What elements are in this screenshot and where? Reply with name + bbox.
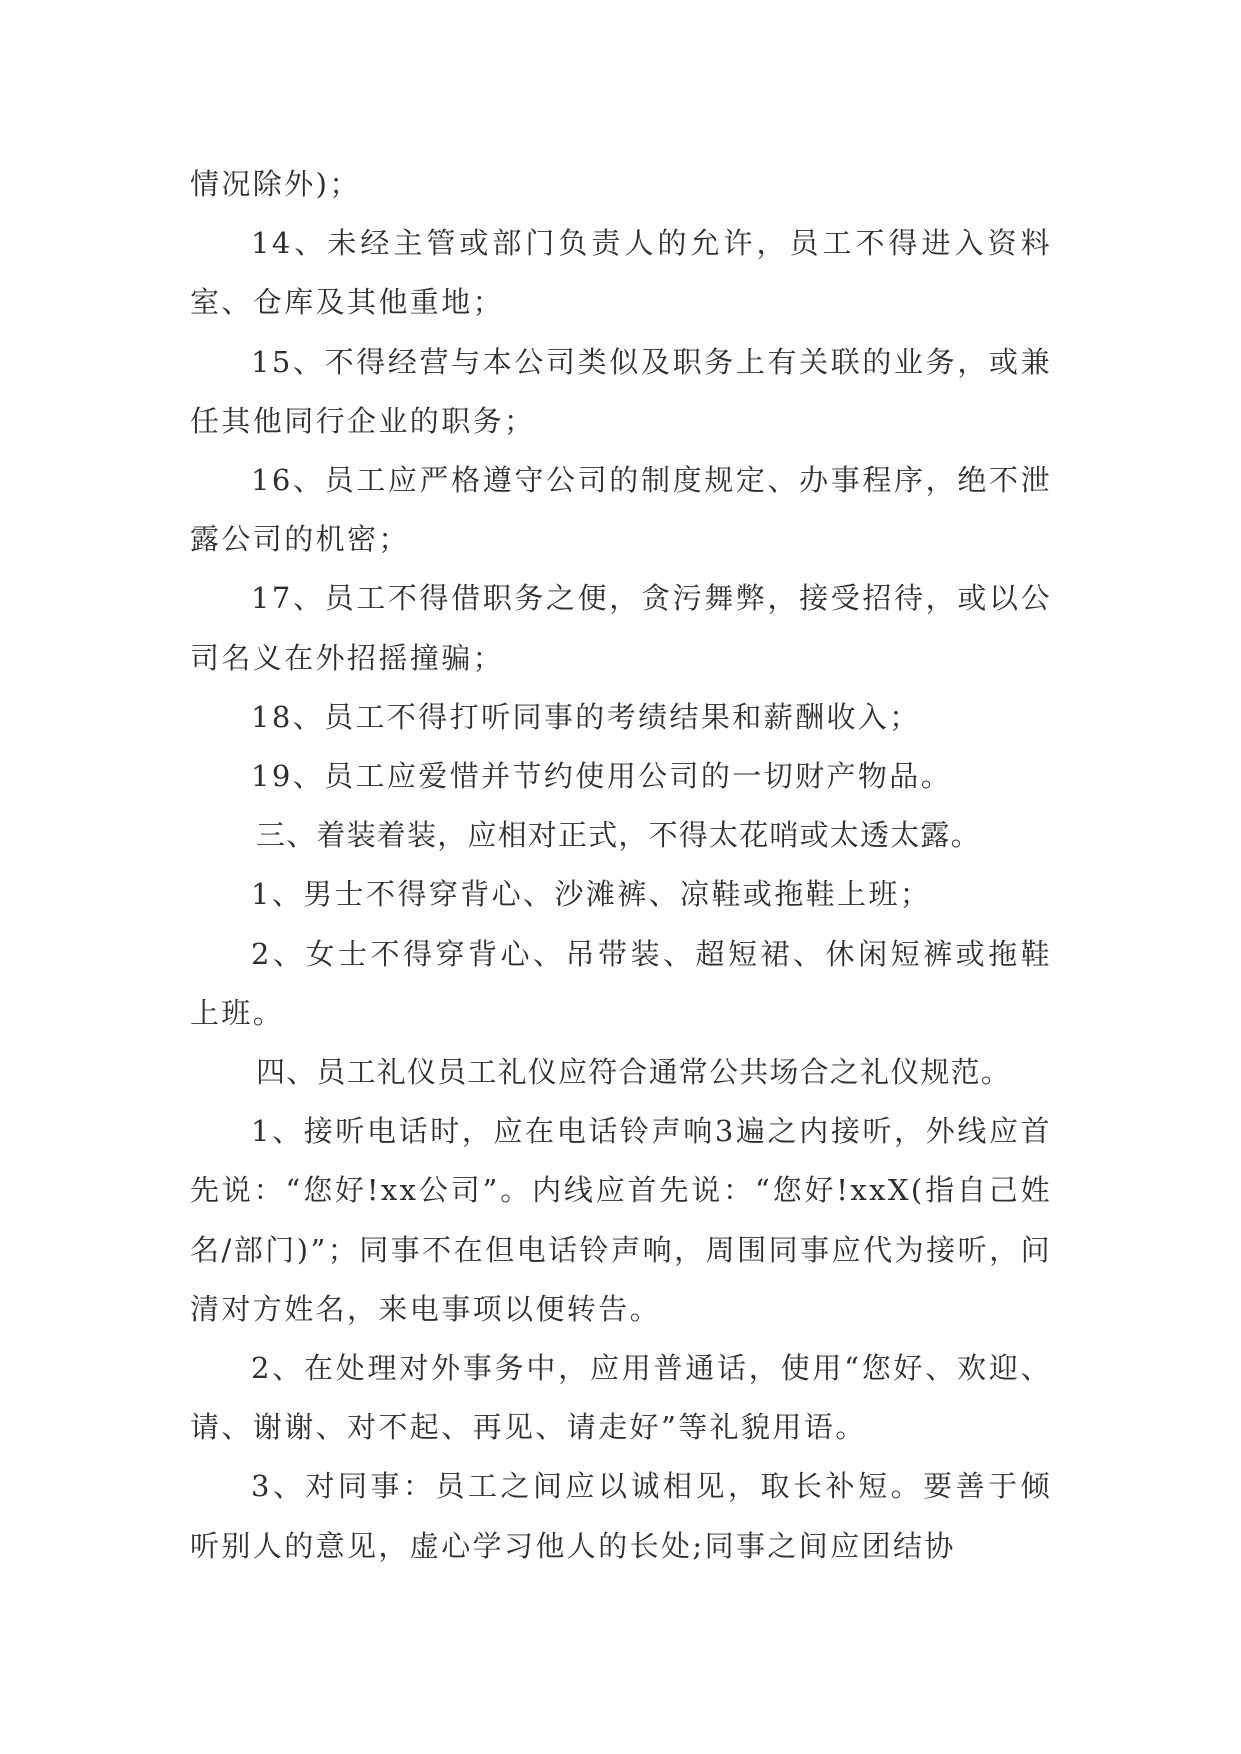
paragraph-etiquette-1: 1、接听电话时，应在电话铃声响3遍之内接听，外线应首先说：“您好!xx公司”。内线应首先说：“您好!xxX(指自己姓名/部门)”；同事不在但电话铃声响，周围同事应代为接听，问清对方姓名，来电事项以便转告。 [190,1114,1052,1326]
paragraph-etiquette-3: 3、对同事：员工之间应以诚相见，取长补短。要善于倾听别人的意见，虚心学习他人的长处;同事之间应团结协 [190,1469,1052,1563]
document-body [190,155,1052,1576]
paragraph-dress-1: 1、男士不得穿背心、沙滩裤、凉鞋或拖鞋上班； [251,877,932,912]
paragraph-item-19: 19、员工应爱惜并节约使用公司的一切财产物品。 [251,759,953,794]
section-heading-etiquette: 四、员工礼仪员工礼仪应符合通常公共场合之礼仪规范。 [256,1055,1012,1090]
paragraph-item-17: 17、员工不得借职务之便，贪污舞弊，接受招待，或以公司名义在外招摇撞骗； [190,581,1052,675]
paragraph-item-18: 18、员工不得打听同事的考绩结果和薪酬收入； [251,699,921,734]
paragraph-continuation: 情况除外)； [190,167,361,201]
paragraph-item-15: 15、不得经营与本公司类似及职务上有关联的业务，或兼任其他同行企业的职务； [190,344,1052,438]
paragraph-item-14: 14、未经主管或部门负责人的允许，员工不得进入资料室、仓库及其他重地； [190,226,1052,320]
paragraph-item-16: 16、员工应严格遵守公司的制度规定、办事程序，绝不泄露公司的机密； [190,463,1052,557]
section-heading-dress: 三、着装着装，应相对正式，不得太花哨或太透太露。 [256,818,981,853]
paragraph-etiquette-2: 2、在处理对外事务中，应用普通话，使用“您好、欢迎、请、谢谢、对不起、再见、请走好”等礼貌用语。 [190,1351,1052,1445]
paragraph-dress-2: 2、女士不得穿背心、吊带装、超短裙、休闲短裤或拖鞋上班。 [190,936,1052,1030]
